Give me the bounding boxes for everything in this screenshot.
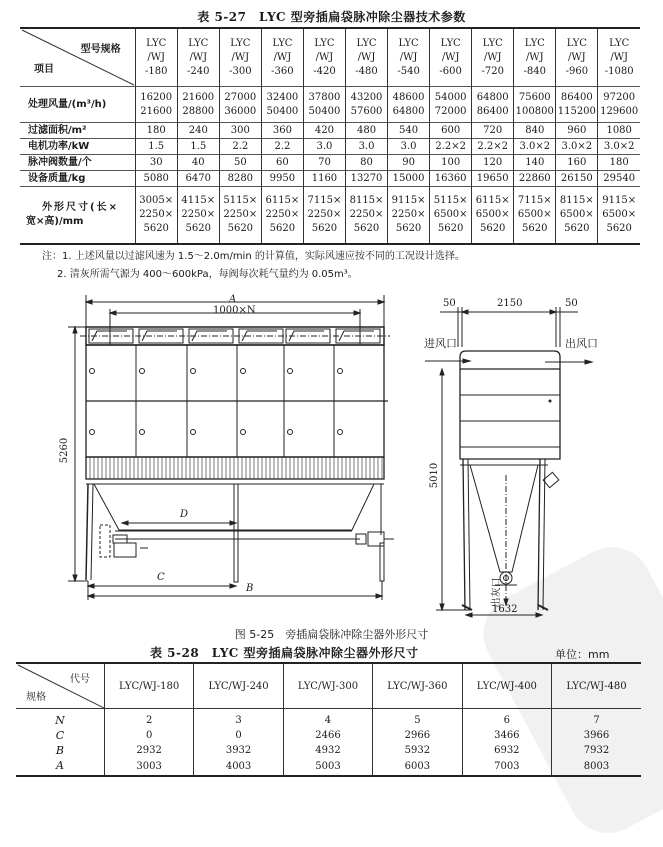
table-cell: 960 [556,123,598,139]
table-row-mass [20,171,640,187]
dim-label-D: D [180,509,189,520]
table-cell: 6003 [373,758,462,776]
table-cell: 600 [430,123,472,139]
table-cell: 4003 [194,758,283,776]
table-row-motor-power [20,139,640,155]
table-cell: 120 [472,155,514,171]
table-cell: 3.0×2 [556,139,598,155]
table-cell: 3.0×2 [598,139,640,155]
dim-label-A: A [229,294,237,305]
table-cell: 0 [104,728,193,743]
table-cell: 2.2×2 [472,139,514,155]
table-cell: 2 [104,709,193,729]
table-cell: 3.0 [303,139,345,155]
table-header-row [16,663,641,709]
model-header: LYC /WJ -360 [261,28,303,87]
row-label: 设备质量/kg [20,171,135,187]
dim-label-left-margin: 50 [443,298,456,309]
table-cell: 240 [177,123,219,139]
model-header: LYC /WJ -240 [177,28,219,87]
table-cell: 7 [552,709,641,729]
model-header: LYC/WJ-180 [104,663,193,709]
table-cell: 3.0 [388,139,430,155]
model-header: LYC /WJ -960 [556,28,598,87]
table-cell: 7003 [462,758,551,776]
table-cell: 97200 129600 [598,87,640,123]
table-cell: 37800 50400 [303,87,345,123]
table-cell: 9115× 2250× 5620 [388,187,430,245]
table-cell: 70 [303,155,345,171]
row-label: 过滤面积/m² [20,123,135,139]
note-1: 注：1. 上述风量以过滤风速为 1.5～2.0m/min 的计算值，实际风速应按不同的工况设计选择。 [42,251,465,262]
table-cell: 22860 [514,171,556,187]
table-cell: 0 [194,728,283,743]
table-cell: 4 [283,709,372,729]
table-cell: 21600 28800 [177,87,219,123]
row-label: 电机功率/kW [20,139,135,155]
corner-header-spec: 规格 [26,692,46,703]
table-cell: 60 [261,155,303,171]
table-cell: 2.2 [219,139,261,155]
model-header: LYC /WJ -300 [219,28,261,87]
model-header: LYC /WJ -840 [514,28,556,87]
table-cell: 180 [598,155,640,171]
table-cell: 3.0 [345,139,387,155]
table-cell: 8003 [552,758,641,776]
table-cell: 420 [303,123,345,139]
table-cell: 16200 21600 [135,87,177,123]
table-cell: 27000 36000 [219,87,261,123]
diagonal-line [20,29,135,86]
table-cell: 5932 [373,743,462,758]
table-header-row [20,28,640,87]
table-cell: 40 [177,155,219,171]
dim-label-5010: 5010 [429,462,441,489]
corner-header [20,28,135,87]
table-cell: 140 [514,155,556,171]
unit-label: 单位：mm [555,648,610,661]
dimensions-table [16,662,641,777]
table-cell: 4115× 2250× 5620 [177,187,219,245]
model-header: LYC/WJ-300 [283,663,372,709]
corner-header-code: 代号 [69,674,90,685]
table-cell: 9115× 6500× 5620 [598,187,640,245]
model-header: LYC/WJ-360 [373,663,462,709]
table-cell: 9950 [261,171,303,187]
row-key: B [55,744,64,757]
table-row-C [16,728,641,743]
table-cell: 7115× 6500× 5620 [514,187,556,245]
table-cell: 5080 [135,171,177,187]
table-cell: 160 [556,155,598,171]
table-cell: 4932 [283,743,372,758]
table-row-A [16,758,641,776]
note-2: 2. 清灰所需气源为 400～600kPa，每阀每次耗气量约为 0.05m³。 [57,269,358,280]
table-cell: 30 [135,155,177,171]
table-cell: 2932 [104,743,193,758]
table-cell: 3 [194,709,283,729]
table-row-dimensions [20,187,640,245]
table-cell: 48600 64800 [388,87,430,123]
table-cell: 3.0×2 [514,139,556,155]
dim-label-1000xN: 1000×N [213,305,256,316]
table-cell: 15000 [388,171,430,187]
dim-label-C: C [157,572,165,583]
table-cell: 3466 [462,728,551,743]
table-cell: 840 [514,123,556,139]
table-cell: 64800 86400 [472,87,514,123]
table-cell: 5115× 2250× 5620 [219,187,261,245]
table-5-27-title: 表 5-27 LYC 型旁插扁袋脉冲除尘器技术参数 [197,10,466,24]
row-label: 外形尺寸(长× 宽×高)/mm [20,187,135,245]
table-cell: 8115× 6500× 5620 [556,187,598,245]
table-cell: 6470 [177,171,219,187]
table-cell: 6115× 2250× 5620 [261,187,303,245]
table-cell: 100 [430,155,472,171]
table-cell: 75600 100800 [514,87,556,123]
model-header: LYC/WJ-240 [194,663,283,709]
row-label: 处理风量/(m³/h) [20,87,135,123]
dim-label-width: 2150 [497,298,523,309]
dim-label-B: B [246,583,254,594]
table-row-pulse-valves [20,155,640,171]
table-cell: 3005× 2250× 5620 [135,187,177,245]
table-cell: 7115× 2250× 5620 [303,187,345,245]
table-cell: 1160 [303,171,345,187]
table-cell: 29540 [598,171,640,187]
table-cell: 6 [462,709,551,729]
table-cell: 90 [388,155,430,171]
table-row-B [16,743,641,758]
table-cell: 180 [135,123,177,139]
table-cell: 50 [219,155,261,171]
dim-label-1632: 1632 [492,604,518,615]
corner-header-item: 项目 [34,64,54,75]
model-header: LYC /WJ -420 [303,28,345,87]
table-cell: 5 [373,709,462,729]
table-cell: 720 [472,123,514,139]
corner-header [16,663,104,709]
table-cell: 13270 [345,171,387,187]
table-cell: 360 [261,123,303,139]
table-cell: 3966 [552,728,641,743]
table-cell: 1080 [598,123,640,139]
model-header: LYC /WJ -720 [472,28,514,87]
table-row-airflow [20,87,640,123]
model-header: LYC/WJ-400 [462,663,551,709]
table-cell: 43200 57600 [345,87,387,123]
technical-parameters-table [20,27,640,245]
table-cell: 2966 [373,728,462,743]
row-key: A [55,759,64,772]
table-cell: 5003 [283,758,372,776]
table-cell: 26150 [556,171,598,187]
row-label: 脉冲阀数量/个 [20,155,135,171]
inlet-label: 进风口 [424,337,457,350]
table-cell: 1.5 [177,139,219,155]
table-cell: 2466 [283,728,372,743]
table-cell: 32400 50400 [261,87,303,123]
model-header: LYC /WJ -600 [430,28,472,87]
figure-caption: 图 5-25 旁插扁袋脉冲除尘器外形尺寸 [234,628,429,641]
table-cell: 80 [345,155,387,171]
corner-header-model: 型号规格 [80,44,121,55]
model-header: LYC /WJ -540 [388,28,430,87]
table-cell: 8115× 2250× 5620 [345,187,387,245]
table-cell: 2.2 [261,139,303,155]
model-header: LYC /WJ -480 [345,28,387,87]
row-key: C [55,729,65,742]
table-cell: 7932 [552,743,641,758]
table-cell: 19650 [472,171,514,187]
row-key: N [55,714,65,727]
table-cell: 1.5 [135,139,177,155]
ash-outlet-label: 出灰口 [491,577,503,608]
model-header: LYC /WJ -180 [135,28,177,87]
figure-5-25-drawing [0,285,663,625]
table-cell: 480 [345,123,387,139]
table-cell: 3932 [194,743,283,758]
table-cell: 5115× 6500× 5620 [430,187,472,245]
model-header: LYC /WJ -1080 [598,28,640,87]
table-cell: 8280 [219,171,261,187]
dim-label-5260: 5260 [59,437,71,464]
table-cell: 540 [388,123,430,139]
model-header: LYC/WJ-480 [552,663,641,709]
table-row-N [16,709,641,729]
table-cell: 300 [219,123,261,139]
table-5-28-title: 表 5-28 LYC 型旁插扁袋脉冲除尘器外形尺寸 [150,646,419,660]
table-cell: 2.2×2 [430,139,472,155]
table-row-filter-area [20,123,640,139]
table-cell: 6115× 6500× 5620 [472,187,514,245]
dim-label-right-margin: 50 [565,298,578,309]
table-cell: 6932 [462,743,551,758]
table-cell: 16360 [430,171,472,187]
outlet-label: 出风口 [565,337,598,350]
table-cell: 86400 115200 [556,87,598,123]
table-cell: 3003 [104,758,193,776]
table-cell: 54000 72000 [430,87,472,123]
